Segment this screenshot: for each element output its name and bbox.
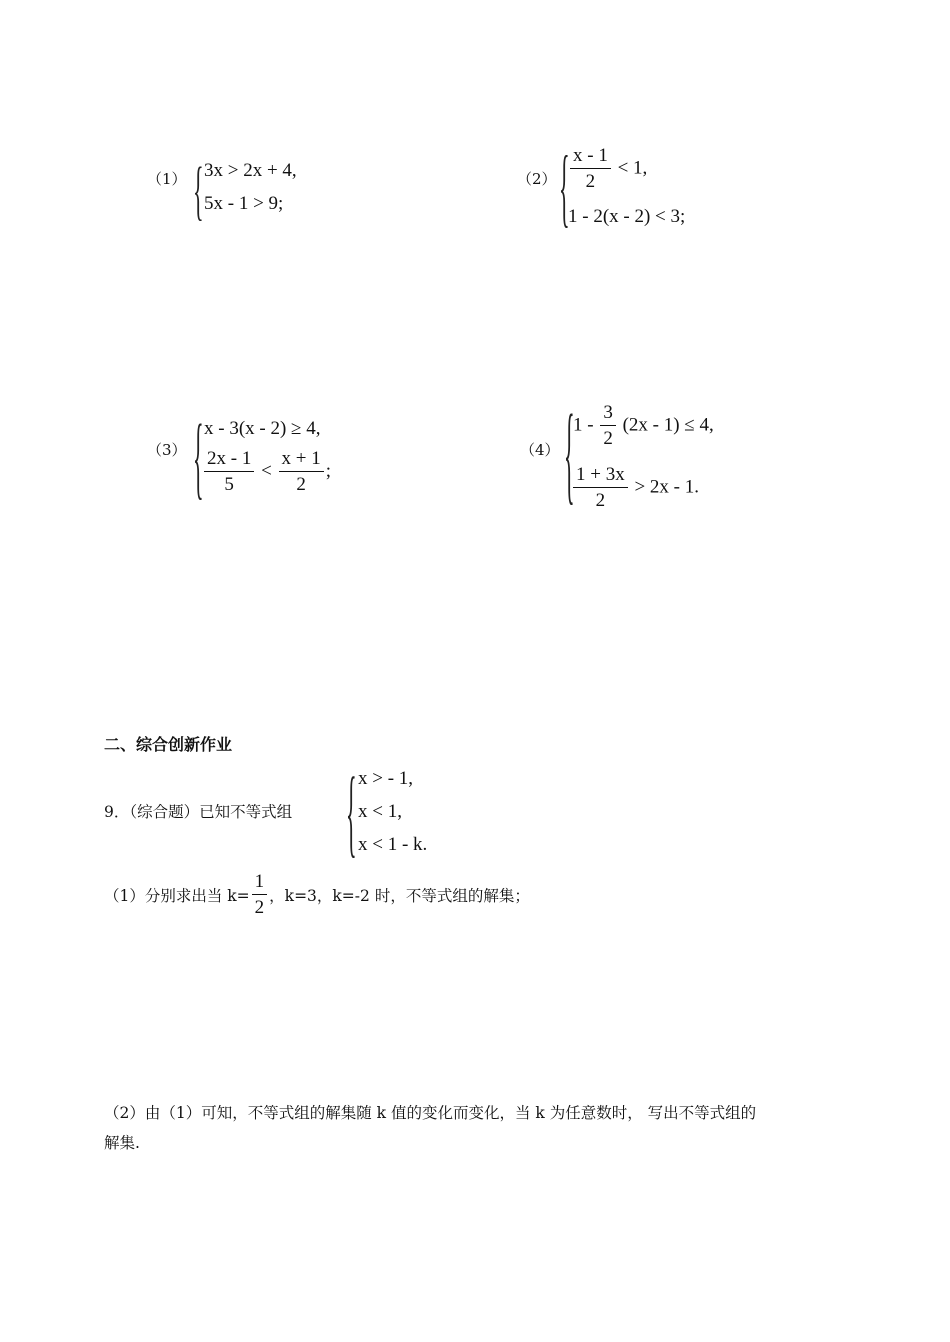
p2-line-1-rest: < 1, bbox=[617, 157, 648, 179]
p3-tail: ; bbox=[325, 460, 332, 482]
p3-frac-2-denominator: 2 bbox=[296, 473, 306, 495]
p3-line-1: x - 3(x - 2) ≥ 4, bbox=[204, 418, 321, 439]
p2-frac-denominator: 2 bbox=[585, 170, 596, 192]
section-title: 二、综合创新作业 bbox=[104, 735, 233, 754]
p4-line-1 bbox=[573, 403, 714, 449]
p1-line-2: 5x - 1 > 9; bbox=[204, 193, 284, 214]
p2-line-2: 1 - 2(x - 2) < 3; bbox=[568, 206, 686, 227]
q9-part-1 bbox=[104, 872, 530, 918]
q9-part-1-denominator: 2 bbox=[254, 896, 265, 918]
left-brace: { bbox=[564, 390, 575, 515]
problem-1-label: （1） bbox=[147, 170, 187, 188]
left-brace: { bbox=[559, 136, 570, 236]
q9-part-1-post: ，k=3，k=-2 时，不等式组的解集； bbox=[269, 886, 530, 905]
p4-frac-1-denominator: 2 bbox=[603, 427, 613, 449]
problem-2-label: （2） bbox=[517, 170, 557, 188]
p4-line-2-post: > 2x - 1. bbox=[634, 476, 700, 498]
q9-part-1-pre: （1）分别求出当 k= bbox=[104, 886, 250, 905]
p4-line-1-pre: 1 - bbox=[573, 414, 594, 436]
p3-frac-2-numerator: x + 1 bbox=[279, 449, 324, 472]
p3-frac-1-numerator: 2x - 1 bbox=[204, 449, 254, 472]
p3-frac-1-denominator: 5 bbox=[224, 473, 234, 495]
p2-line-1 bbox=[568, 146, 647, 192]
q9-prefix: 9．（综合题）已知不等式组 bbox=[104, 803, 293, 821]
q9-line-1: x > - 1, bbox=[358, 768, 414, 789]
left-brace: { bbox=[193, 403, 204, 509]
p4-frac-2-denominator: 2 bbox=[595, 489, 606, 511]
q9-part-1-numerator: 1 bbox=[252, 872, 268, 895]
left-brace: { bbox=[346, 755, 357, 868]
problem-4-label: （4） bbox=[520, 441, 560, 459]
p2-frac-numerator: x - 1 bbox=[570, 146, 611, 169]
p4-line-2 bbox=[571, 465, 699, 511]
problem-3-label: （3） bbox=[147, 441, 187, 459]
q9-part-2-line-1: （2）由（1）可知，不等式组的解集随 k 值的变化而变化，当 k 为任意数时， 写出不等式组的 bbox=[104, 1104, 757, 1122]
p4-frac-1-numerator: 3 bbox=[600, 403, 616, 426]
p4-frac-2-numerator: 1 + 3x bbox=[573, 465, 628, 488]
left-brace: { bbox=[193, 152, 204, 227]
p4-line-1-post: (2x - 1) ≤ 4, bbox=[622, 414, 714, 436]
q9-line-2: x < 1, bbox=[358, 801, 402, 822]
p3-operator: < bbox=[261, 460, 272, 482]
q9-line-3: x < 1 - k. bbox=[358, 834, 428, 855]
q9-part-2-line-2: 解集. bbox=[104, 1134, 140, 1152]
p3-line-2 bbox=[202, 449, 331, 495]
p1-line-1: 3x > 2x + 4, bbox=[204, 160, 297, 181]
